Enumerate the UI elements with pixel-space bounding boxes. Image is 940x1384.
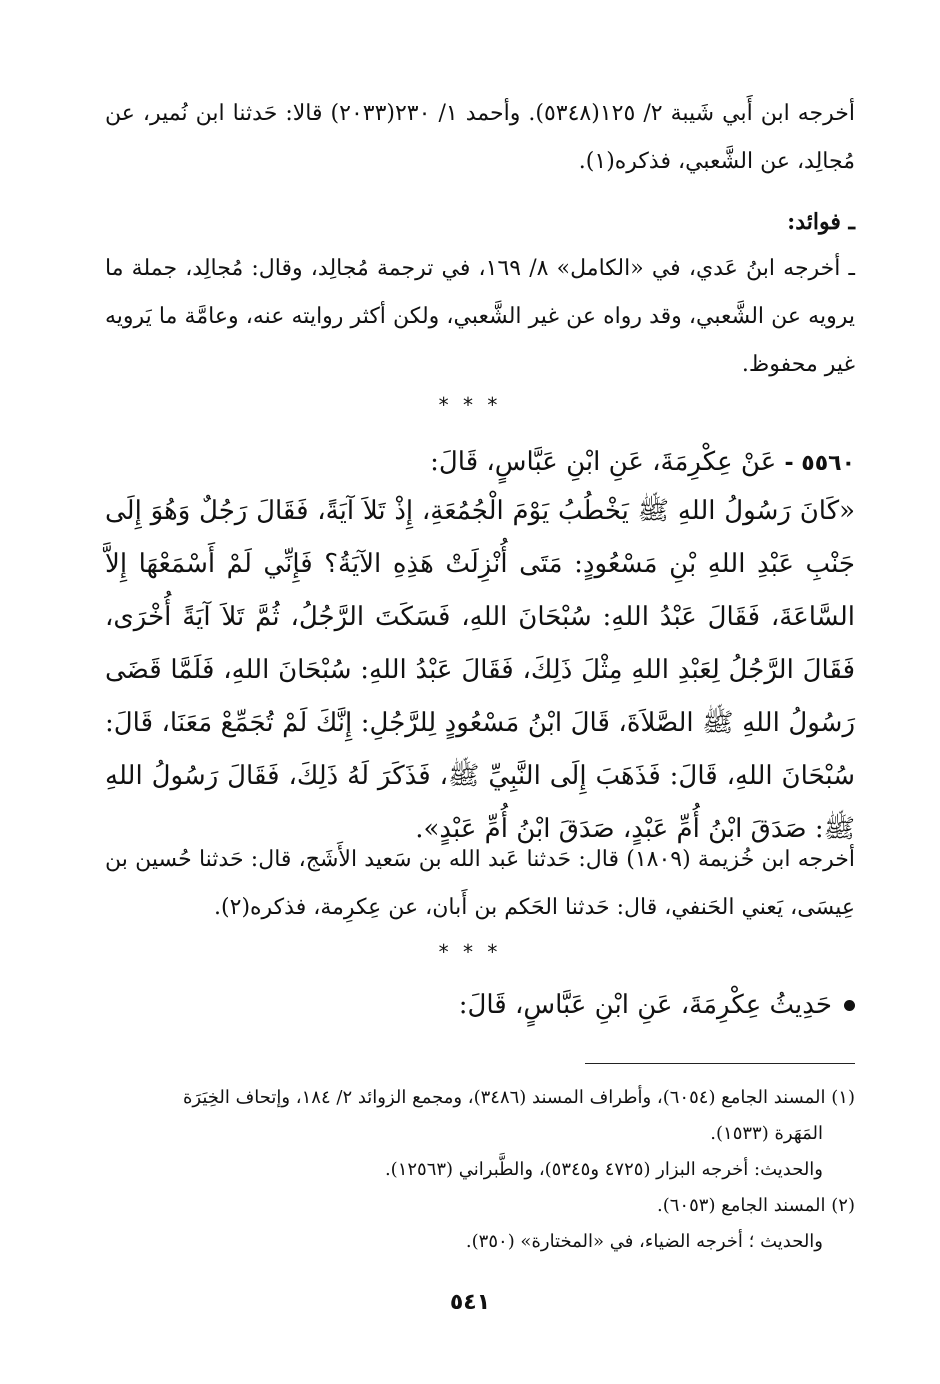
section-separator: * * * (438, 940, 502, 964)
hadith-heading (430, 437, 855, 489)
next-hadith-heading (459, 980, 855, 1030)
fawaid-paragraph: ـ أخرجه ابنُ عَدي، في «الكامل» ٨/ ١٦٩، في ترجمة مُجالِد، وقال: مُجالِد، جملة ما يرويه عن الشَّعبي، وقد رواه عن غير الشَّعبي، ولكن أكثر روايته عنه، وعامَّة ما يَرويه غير محفوظ. (105, 256, 855, 377)
footnote-1-line-3: والحديث: أخرجه البزار (٤٧٢٥ و٥٣٤٥)، والطَّبراني (١٢٥٦٣). (384, 1159, 823, 1180)
section-separator: * * * (438, 393, 502, 417)
footnote-1-line-1: (١) المسند الجامع (٦٠٥٤)، وأطراف المسند (٣٤٨٦)، ومجمع الزوائد ٢/ ١٨٤، وإتحاف الخِيَرَة (183, 1087, 855, 1108)
footnote-2-line-2: والحديث ؛ أخرجه الضياء، في «المختارة» (٣٥٠). (465, 1231, 823, 1252)
footnote-1-line-2: المَهَرة (١٥٣٣). (710, 1123, 823, 1144)
hadith-isnad: عَنْ عِكْرِمَةَ، عَنِ ابْنِ عَبَّاسٍ، قَالَ: (430, 447, 777, 477)
intro-paragraph: أخرجه ابن أَبي شَيبة ٢/ ١٢٥(٥٣٤٨). وأحمد ١/ ٢٣٠(٢٠٣٣) قالا: حَدثنا ابن نُمير، عن مُجالِد، عن الشَّعبي، فذكره(١). (105, 101, 856, 174)
fawaid-heading: ـ فوائد: (787, 209, 855, 235)
hadith-text: «كَانَ رَسُولُ اللهِ ﷺ يَخْطُبُ يَوْمَ الْجُمُعَةِ، إِذْ تَلاَ آيَةً، فَقَالَ رَجُلٌ وَهُوَ إِلَى جَنْبِ عَبْدِ اللهِ بْنِ مَسْعُودٍ: مَتَى أُنْزِلَتْ هَذِهِ الآيَةُ؟ فَإِنِّي لَمْ أَسْمَعْهَا إِلاَّ السَّاعَةَ، فَقَالَ عَبْدُ اللهِ: سُبْحَانَ اللهِ، فَسَكَتَ الرَّجُلُ، ثُمَّ تَلاَ آيَةً أُخْرَى، فَقَالَ الرَّجُلُ لِعَبْدِ اللهِ مِثْلَ ذَلِكَ، فَقَالَ عَبْدُ اللهِ: سُبْحَانَ اللهِ، فَلَمَّا قَضَى رَسُولُ اللهِ ﷺ الصَّلاَةَ، قَالَ ابْنُ مَسْعُودٍ لِلرَّجُلِ: إِنَّكَ لَمْ تُجَمِّعْ مَعَنَا، قَالَ: سُبْحَانَ اللهِ، قَالَ: فَذَهَبَ إِلَى النَّبِيِّ ﷺ، فَذَكَرَ لَهُ ذَلِكَ، فَقَالَ رَسُولُ اللهِ ﷺ: صَدَقَ ابْنُ أُمِّ عَبْدٍ، صَدَقَ ابْنُ أُمِّ عَبْدٍ». (105, 496, 855, 844)
footnotes (105, 1080, 855, 1260)
next-hadith-title: حَدِيثُ عِكْرِمَةَ، عَنِ ابْنِ عَبَّاسٍ، قَالَ: (458, 990, 832, 1020)
footnote-2-line-1: (٢) المسند الجامع (٦٠٥٣). (657, 1195, 855, 1216)
page-number: ٥٤١ (449, 1290, 491, 1315)
footnote-divider (585, 1063, 855, 1064)
hadith-number: ٥٥٦٠ - (784, 451, 855, 476)
bullet-icon (844, 1000, 855, 1011)
takhrij-paragraph: أخرجه ابن خُزيمة (١٨٠٩) قال: حَدثنا عَبد الله بن سَعيد الأَشَج، قال: حَدثنا حُسين بن عِيسَى، يَعني الحَنفي، قال: حَدثنا الحَكم بن أَبان، عن عِكرِمة، فذكره(٢). (105, 847, 855, 920)
